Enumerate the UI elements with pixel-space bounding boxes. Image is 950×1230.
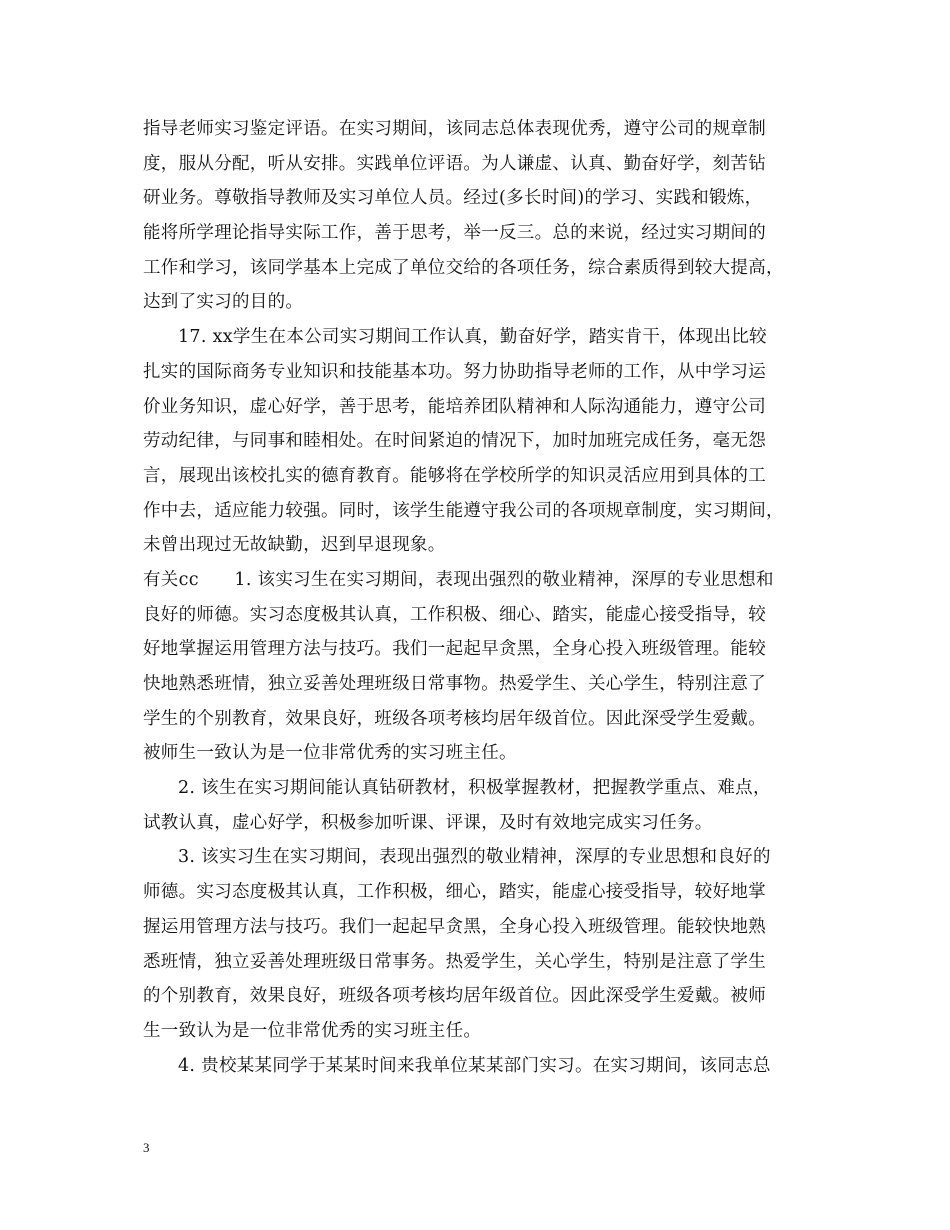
document-body xyxy=(143,112,843,1083)
text-line: 有关cc 1. 该实习生在实习期间，表现出强烈的敬业精神，深厚的专业思想和 xyxy=(143,569,774,590)
text-line: 指导老师实习鉴定评语。在实习期间，该同志总体表现优秀，遵守公司的规章制 xyxy=(143,119,766,139)
text-line: 悉班情，独立妥善处理班级日常事务。热爱学生，关心学生，特别是注意了学生 xyxy=(143,951,766,972)
text-line: 作中去，适应能力较强。同时，该学生能遵守我公司的各项规章制度，实习期间， xyxy=(143,500,784,521)
text-line: 良好的师德。实习态度极其认真，工作积极、细心、踏实，能虚心接受指导，较 xyxy=(143,604,766,625)
text-line: 3. 该实习生在实习期间，表现出强烈的敬业精神，深厚的专业思想和良好的 xyxy=(178,847,771,868)
text-line: 劳动纪律，与同事和睦相处。在时间紧迫的情况下，加时加班完成任务，毫无怨 xyxy=(143,431,766,452)
text-line: 未曾出现过无故缺勤，迟到早退现象。 xyxy=(143,535,446,556)
text-line: 握运用管理方法与技巧。我们一起起早贪黑，全身心投入班级管理。能较快地熟 xyxy=(143,916,766,937)
text-line: 4. 贵校某某同学于某某时间来我单位某某部门实习。在实习期间，该同志总 xyxy=(178,1055,771,1076)
text-line: 生一致认为是一位非常优秀的实习班主任。 xyxy=(143,1020,482,1041)
text-line: 研业务。尊敬指导教师及实习单位人员。经过(多长时间)的学习、实践和锻炼， xyxy=(143,188,763,209)
text-line: 能将所学理论指导实际工作，善于思考，举一反三。总的来说，经过实习期间的 xyxy=(143,223,766,244)
text-line: 工作和学习，该同学基本上完成了单位交给的各项任务，综合素质得到较大提高， xyxy=(143,257,784,278)
text-line: 价业务知识，虚心好学，善于思考，能培养团队精神和人际沟通能力，遵守公司 xyxy=(143,396,766,417)
text-line: 17. xx学生在本公司实习期间工作认真，勤奋好学，踏实肯干，体现出比较 xyxy=(178,327,767,348)
text-line: 度，服从分配，听从安排。实践单位评语。为人谦虚、认真、勤奋好学，刻苦钻 xyxy=(143,153,766,174)
text-line: 好地掌握运用管理方法与技巧。我们一起起早贪黑，全身心投入班级管理。能较 xyxy=(143,639,766,660)
text-line: 学生的个别教育，效果良好，班级各项考核均居年级首位。因此深受学生爱戴。 xyxy=(143,708,766,729)
text-line: 快地熟悉班情，独立妥善处理班级日常事物。热爱学生、关心学生，特别注意了 xyxy=(143,674,766,694)
text-line: 试教认真，虚心好学，积极参加听课、评课，及时有效地完成实习任务。 xyxy=(143,812,713,833)
text-line: 被师生一致认为是一位非常优秀的实习班主任。 xyxy=(143,743,517,764)
text-line: 的个别教育，效果良好，班级各项考核均居年级首位。因此深受学生爱戴。被师 xyxy=(143,986,766,1007)
text-line: 达到了实习的目的。 xyxy=(143,292,304,313)
text-line: 师德。实习态度极其认真，工作积极，细心，踏实，能虚心接受指导，较好地掌 xyxy=(143,882,766,903)
text-line: 扎实的国际商务专业知识和技能基本功。努力协助指导老师的工作，从中学习运 xyxy=(143,361,766,382)
page-number: 3 xyxy=(143,1140,150,1155)
text-line: 言，展现出该校扎实的德育教育。能够将在学校所学的知识灵活应用到具体的工 xyxy=(143,465,766,486)
text-line: 2. 该生在实习期间能认真钻研教材，积极掌握教材，把握教学重点、难点， xyxy=(178,778,771,799)
